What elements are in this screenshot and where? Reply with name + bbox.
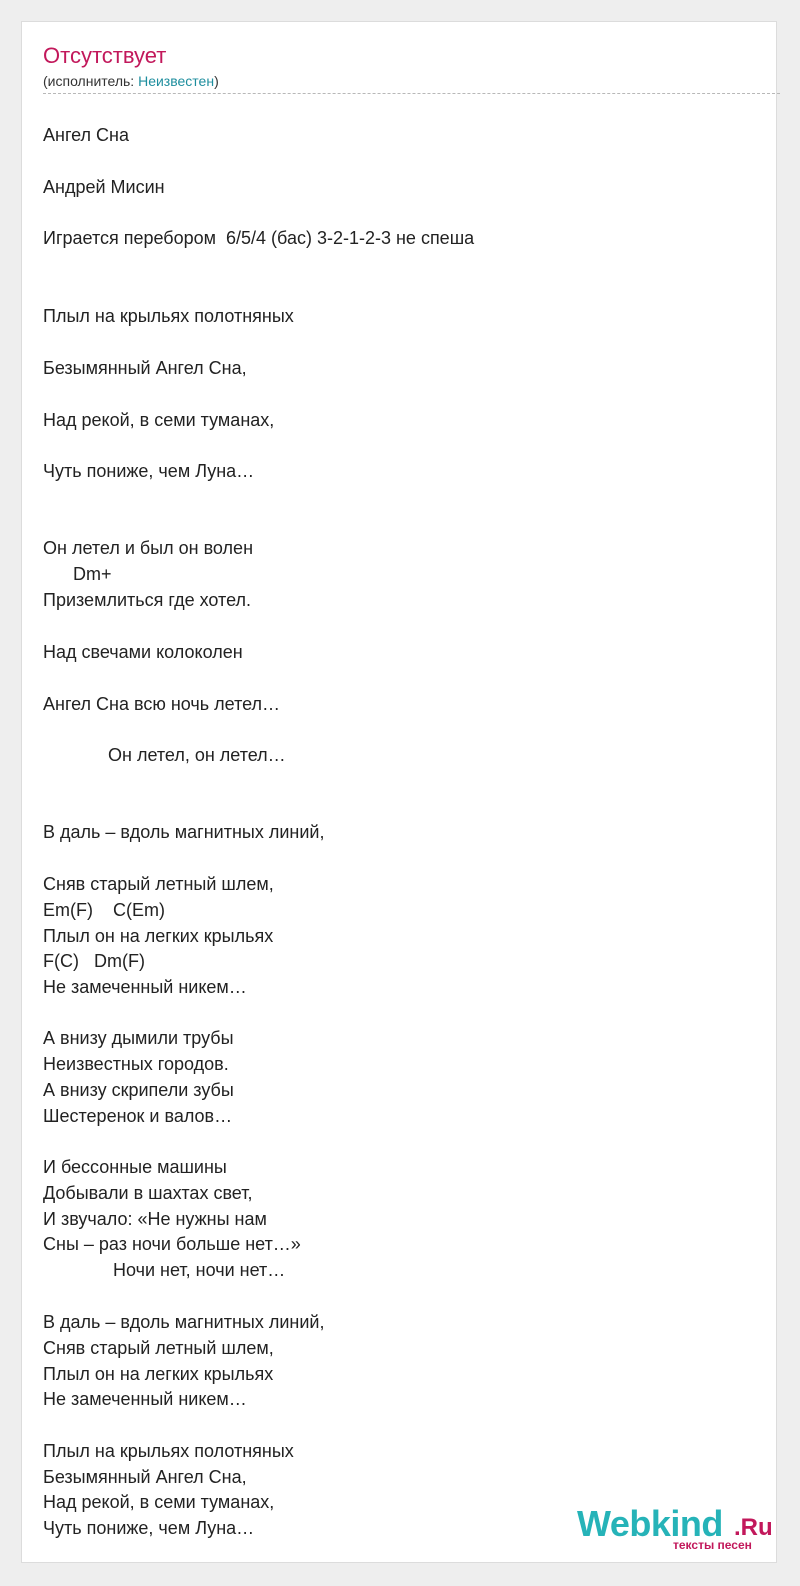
artist-line <box>43 72 219 90</box>
lyric-line: Плыл он на легких крыльях <box>43 1364 274 1384</box>
artist-link[interactable]: Неизвестен <box>138 73 215 89</box>
lyric-line: И звучало: «Не нужны нам <box>43 1209 267 1229</box>
logo-tagline: тексты песен <box>673 1538 752 1552</box>
artist-suffix: ) <box>214 73 219 89</box>
lyric-line: В даль – вдоль магнитных линий, <box>43 822 325 842</box>
lyric-line: Играется перебором 6/5/4 (бас) 3-2-1-2-3 не спеша <box>43 228 475 248</box>
chord-line: Dm+ <box>43 564 112 584</box>
logo-suffix-text: .Ru <box>734 1514 773 1541</box>
song-card <box>21 21 777 1563</box>
lyric-line: Не замеченный никем… <box>43 1389 247 1409</box>
lyric-line: Шестеренок и валов… <box>43 1106 233 1126</box>
lyric-line: В даль – вдоль магнитных линий, <box>43 1312 325 1332</box>
lyric-line: Безымянный Ангел Сна, <box>43 358 247 378</box>
lyric-line: Сняв старый летный шлем, <box>43 874 274 894</box>
lyric-line: Не замеченный никем… <box>43 977 247 997</box>
song-title: Отсутствует <box>43 43 167 68</box>
lyric-line: Плыл он на легких крыльях <box>43 926 274 946</box>
lyric-line: Над рекой, в семи туманах, <box>43 410 275 430</box>
lyric-line: Неизвестных городов. <box>43 1054 229 1074</box>
lyric-line: Сняв старый летный шлем, <box>43 1338 274 1358</box>
lyric-line: Он летел и был он волен <box>43 538 254 558</box>
lyric-line: Плыл на крыльях полотняных <box>43 306 294 326</box>
chord-line: Em(F) C(Em) <box>43 900 165 920</box>
logo-main-text: Webkind <box>577 1503 723 1544</box>
lyric-line: Безымянный Ангел Сна, <box>43 1467 247 1487</box>
lyric-line: Чуть пониже, чем Луна… <box>43 1518 255 1538</box>
lyric-line: Сны – раз ночи больше нет…» <box>43 1234 301 1254</box>
lyric-line: Ночи нет, ночи нет… <box>43 1260 286 1280</box>
lyric-line: И бессонные машины <box>43 1157 227 1177</box>
lyric-line: Он летел, он летел… <box>43 745 286 765</box>
lyric-line: Андрей Мисин <box>43 177 165 197</box>
lyric-line: Над рекой, в семи туманах, <box>43 1492 275 1512</box>
chord-line: F(C) Dm(F) <box>43 951 145 971</box>
lyric-line: Приземлиться где хотел. <box>43 590 252 610</box>
lyric-line: Ангел Сна <box>43 125 129 145</box>
lyric-line: Чуть пониже, чем Луна… <box>43 461 255 481</box>
lyric-line: Ангел Сна всю ночь летел… <box>43 694 281 714</box>
header-divider <box>43 93 780 94</box>
lyric-line: Над свечами колоколен <box>43 642 243 662</box>
webkind-logo[interactable] <box>577 1504 777 1554</box>
lyric-line: Плыл на крыльях полотняных <box>43 1441 294 1461</box>
artist-prefix: (исполнитель: <box>43 73 139 89</box>
lyric-line: Добывали в шахтах свет, <box>43 1183 253 1203</box>
lyric-line: А внизу скрипели зубы <box>43 1080 234 1100</box>
lyric-line: А внизу дымили трубы <box>43 1028 234 1048</box>
